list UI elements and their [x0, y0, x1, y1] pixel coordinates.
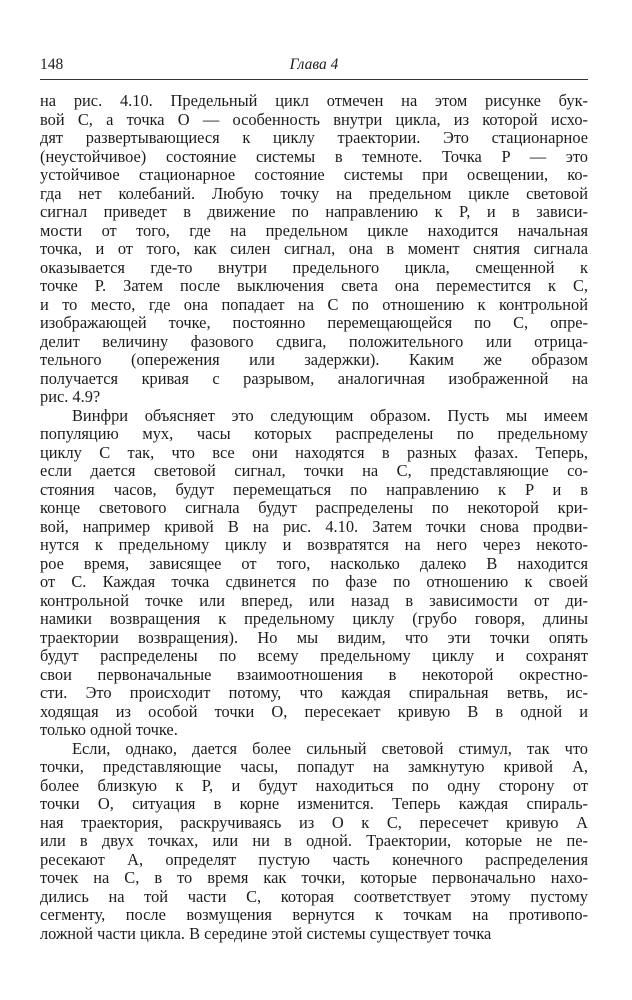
text-line: устойчивое стационарное состояние системы при освещении, ко-	[40, 165, 588, 184]
text-line: будут распределены по всему предельному циклу и сохранят	[40, 646, 588, 665]
paragraph	[40, 407, 588, 740]
header-rule	[40, 79, 588, 80]
text-line: точек на C, в то время как точки, которые первоначально нахо-	[40, 868, 588, 887]
text-line: дились на той части C, которая соответствует этому пустому	[40, 886, 588, 906]
text-line: стояния часов, будут перемещаться по направлению к P и в	[40, 479, 588, 499]
paragraph	[40, 740, 588, 944]
running-head: Глава 4	[289, 56, 339, 73]
page-number: 148	[40, 56, 64, 73]
text-line: гда нет колебаний. Любую точку на предельном цикле световой	[40, 183, 588, 203]
text-line: точке P. Затем после выключения света она переместится к C,	[40, 276, 588, 295]
text-line: если дается световой сигнал, точки на C, представляющие со-	[40, 461, 588, 480]
text-line: дят развертывающиеся к циклу траектории. Это стационарное	[40, 128, 588, 147]
text-line: ходящая из особой точки O, пересекает кривую B в одной и	[40, 701, 588, 721]
text-line: точки O, ситуация в корне изменится. Теперь каждая спираль-	[40, 794, 588, 813]
text-line: траектории возвращения). Но мы видим, что эти точки опять	[40, 627, 588, 647]
text-line: мости от того, где на предельном цикле находится начальная	[40, 220, 588, 240]
text-line: тельного (опережения или задержки). Каким же образом	[40, 350, 588, 369]
text-line: ресекают A, определят пустую часть конечного распределения	[40, 849, 588, 869]
text-line: сегменту, после возмущения вернутся к точкам на противопо-	[40, 905, 588, 924]
text-line: рис. 4.9?	[40, 387, 101, 406]
text-line: получается кривая с разрывом, аналогичная изображенной на	[40, 368, 588, 388]
text-line: более близкую к P, и будут находиться по одну сторону от	[40, 775, 588, 795]
body-text	[40, 92, 588, 943]
text-line: только одной точке.	[40, 720, 178, 739]
text-line: вой, например кривой B на рис. 4.10. Затем точки снова продви-	[40, 516, 588, 536]
text-line: и то место, где она попадает на C по отношению к контрольной	[40, 294, 588, 314]
text-line: делит величину фазового сдвига, положительного или отрица-	[40, 331, 588, 351]
text-line: свои первоначальные взаимоотношения в некоторой окрестно-	[40, 664, 588, 684]
text-line: точки, представляющие часы, попадут на замкнутую кривой A,	[40, 757, 588, 776]
text-line: ложной части цикла. В середине этой системы существует точка	[40, 923, 492, 943]
text-line: сти. Это происходит потому, что каждая спиральная ветвь, ис-	[40, 683, 588, 702]
paragraph	[40, 92, 588, 407]
text-line: рое время, зависящее от того, насколько далеко B находится	[40, 553, 588, 573]
text-line: Если, однако, дается более сильный световой стимул, так что	[72, 738, 588, 758]
text-line: (неустойчивое) состояние системы в темноте. Точка P — это	[40, 146, 588, 166]
text-line: популяцию мух, часы которых распределены по предельному	[40, 424, 588, 443]
text-line: изображающей точке, постоянно перемещающейся по C, опре-	[40, 313, 588, 332]
text-line: или в двух точках, или ни в одной. Траектории, которые не пе-	[40, 831, 588, 850]
page-header	[40, 56, 588, 78]
text-line: нутся к предельному циклу и возвратятся на него через некото-	[40, 535, 588, 554]
text-line: оказывается где-то внутри предельного цикла, смещенной к	[40, 257, 588, 277]
text-line: точка, и от того, как силен сигнал, она в момент снятия сигнала	[40, 239, 588, 258]
text-line: циклу C так, что все они находятся в разных фазах. Теперь,	[40, 442, 588, 462]
text-line: ная траектория, раскручиваясь из O к C, пересечет кривую A	[40, 812, 588, 832]
text-line: конце светового сигнала будут распределены по некоторой кри-	[40, 498, 588, 517]
text-line: Винфри объясняет это следующим образом. Пусть мы имеем	[72, 405, 588, 425]
text-line: на рис. 4.10. Предельный цикл отмечен на этом рисунке бук-	[40, 91, 588, 110]
text-line: контрольной точке или вперед, или назад в зависимости от ди-	[40, 590, 588, 610]
text-line: от C. Каждая точка сдвинется по фазе по отношению к своей	[40, 572, 588, 591]
text-line: намики возвращения к предельному циклу (грубо говоря, длины	[40, 609, 588, 628]
text-line: вой C, а точка O — особенность внутри цикла, из которой исхо-	[40, 109, 588, 129]
text-line: сигнал приведет в движение по направлению к P, и в зависи-	[40, 202, 588, 221]
